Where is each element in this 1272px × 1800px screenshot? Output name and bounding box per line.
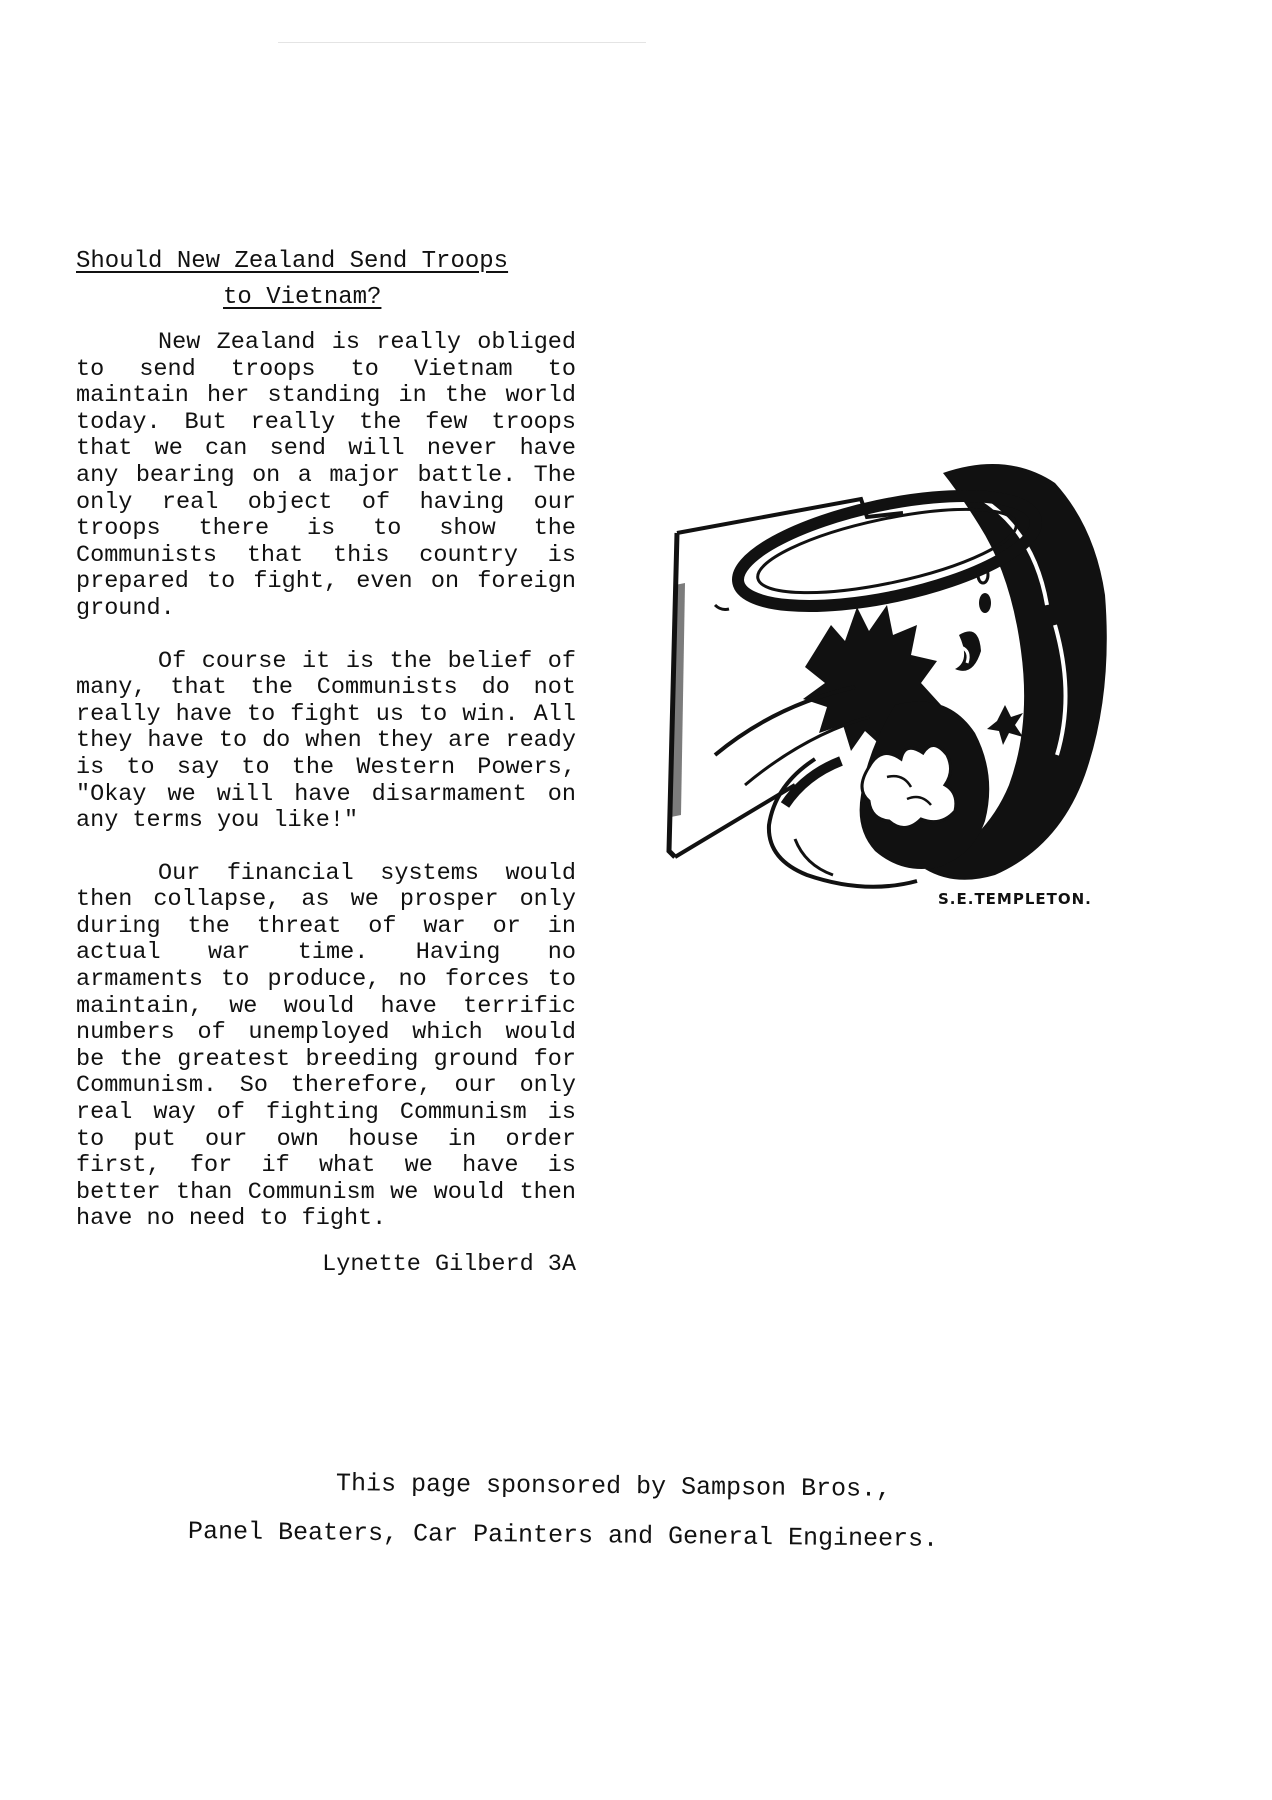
article-paragraph-1: New Zealand is really obliged to send troops to Vietnam to maintain her standing in the world today. But really the few troops that we can send will never have any bearing on a major battle. The only real object of having our troops there is to show the Communists that this country is prepared to fight, even on foreign ground. (76, 329, 576, 622)
article-author: Lynette Gilberd 3A (322, 1251, 576, 1278)
article (76, 244, 576, 1279)
article-body (76, 330, 576, 1233)
article-paragraph-3: Our financial systems would then collapse, as we prosper only during the threat of war or in actual war time. Having no armaments to produce, no forces to maintain, we would have terrific numbers of unemployed which would be the greatest breeding ground for Communism. So therefore, our only real way of fighting Communism is to put our own house in order first, for if what we have is better than Communism we would then have no need to fight. (76, 859, 576, 1233)
sponsor-line-2: Panel Beaters, Car Painters and General Engineers. (187, 1517, 939, 1554)
angel-halo-cartoon-icon (655, 455, 1117, 895)
scan-artifact-line (278, 42, 646, 43)
article-title-line-1: Should New Zealand Send Troops (76, 248, 509, 275)
sponsor-notice (150, 1460, 1130, 1556)
article-paragraph-2: Of course it is the belief of many, that the Communists do not really have to fight us to win. All they have to do when they are ready is to say to the Western Powers, "Okay we will have disarmament on any terms you like!" (76, 647, 576, 835)
article-title-line-2: to Vietnam? (223, 284, 382, 311)
artist-signature: S.E.TEMPLETON. (938, 890, 1092, 908)
sponsor-line-1: This page sponsored by Sampson Bros., (335, 1469, 892, 1504)
